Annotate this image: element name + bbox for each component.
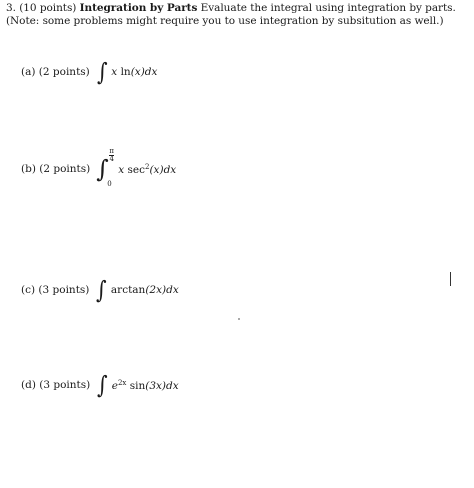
part-c [21,278,179,302]
problem-header [6,2,468,28]
part-b [21,147,177,188]
integral-sign: ∫ [97,371,108,399]
part-b-integrand: x $\sec^2(x)dx$ [118,162,177,176]
part-a-label: (a) (2 points) [21,66,90,78]
part-c-integrand: arctan(2x)dx [110,284,179,296]
part-d [21,373,179,397]
problem-number: 3. [6,2,16,14]
problem-title: Integration by Parts [79,2,198,14]
part-d-label: (d) (3 points) [21,379,91,391]
lower-limit: 0 [107,180,112,188]
integral-sign: ∫ [96,58,108,86]
part-d-integrand: $e^{2x}$ sin(3x)dx [111,378,179,392]
part-a [21,60,157,84]
integral-sign: ∫ [96,155,109,183]
part-a-integrand: x ln(x)dx [111,66,158,78]
part-c-label: (c) (3 points) [21,284,90,296]
integral-sign: ∫ [96,276,107,304]
part-b-label: (b) (2 points) [21,163,91,175]
scan-speck [238,318,240,320]
text-cursor-mark [450,272,451,286]
problem-points: (10 points) [19,2,77,14]
problem-instruction: Evaluate the integral using integration by parts. (Note: some problems might require you to use integration by subsitution as well.) [6,2,456,27]
definite-integral [96,147,115,188]
upper-limit: π 4 [109,147,115,163]
